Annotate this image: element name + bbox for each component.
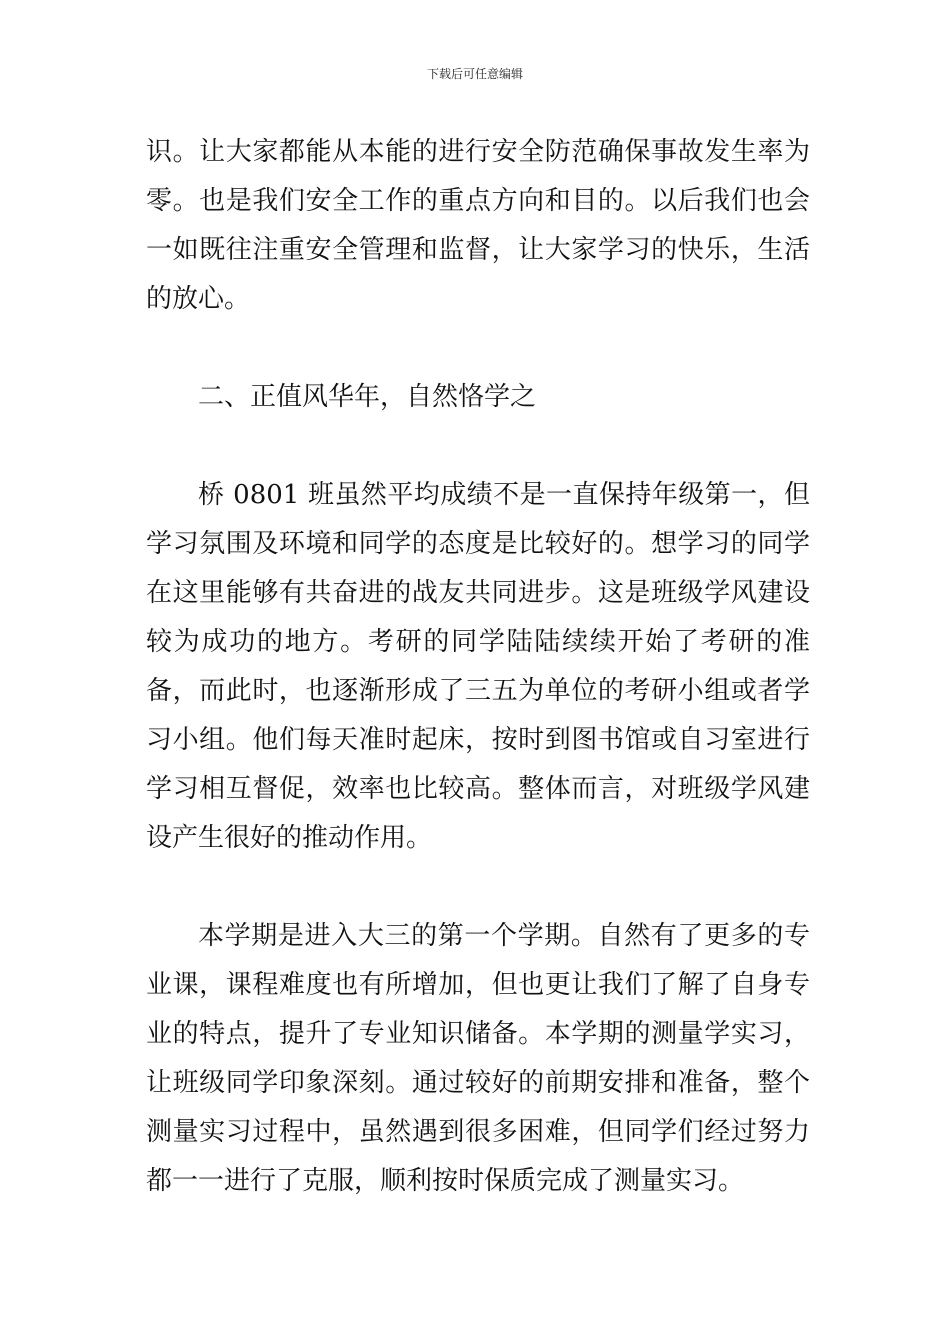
paragraph-spacer xyxy=(146,863,810,912)
paragraph-study-atmosphere: 桥 0801 班虽然平均成绩不是一直保持年级第一，但学习氛围及环境和同学的态度是比较好的。想学习的同学在这里能够有共奋进的战友共同进步。这是班级学风建设较为成功的地方。考研的同学陆陆续续开始了考研的准备，而此时，也逐渐形成了三五为单位的考研小组或者学习小组。他们每天准时起床，按时到图书馆或自习室进行学习相互督促，效率也比较高。整体而言，对班级学风建设产生很好的推动作用。 xyxy=(146,480,810,853)
paragraph-semester-survey: 本学期是进入大三的第一个学期。自然有了更多的专业课，课程难度也有所增加，但也更让我们了解了自身专业的特点，提升了专业知识储备。本学期的测量学实习，让班级同学印象深刻。通过较好的前期安排和准备，整个测量实习过程中，虽然遇到很多困难，但同学们经过努力都一一进行了克服，顺利按时保质完成了测量实习。 xyxy=(146,921,810,1196)
page-header-note: 下载后可任意编辑 xyxy=(426,67,523,81)
document-body xyxy=(146,128,810,1206)
paragraph-continued: 识。让大家都能从本能的进行安全防范确保事故发生率为零。也是我们安全工作的重点方向和目的。以后我们也会一如既往注重安全管理和监督，让大家学习的快乐，生活的放心。 xyxy=(146,137,810,314)
paragraph-spacer xyxy=(146,422,810,471)
section-heading: 二、正值风华年，自然恪学之 xyxy=(198,382,537,412)
paragraph-spacer xyxy=(146,324,810,373)
